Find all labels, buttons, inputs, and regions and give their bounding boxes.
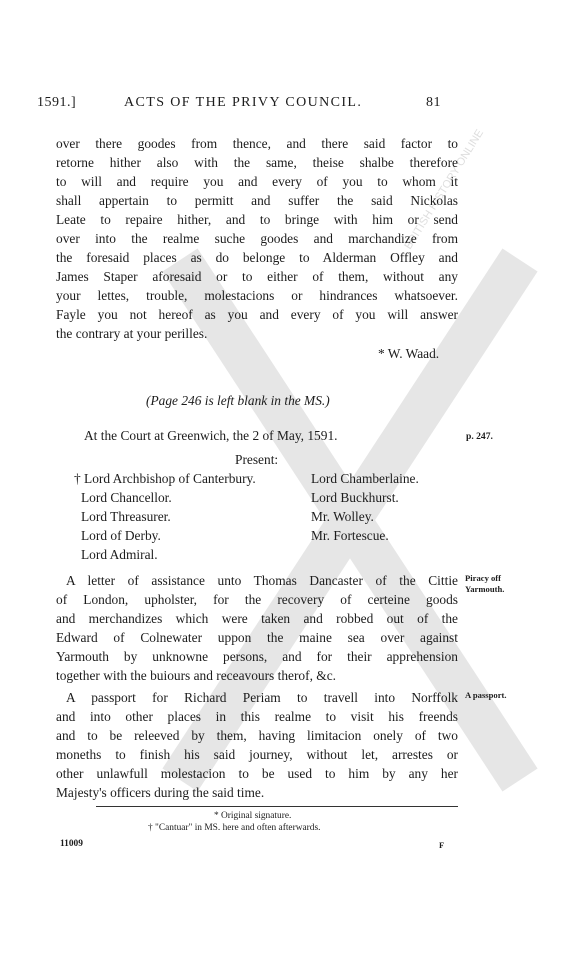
header-year: 1591.] — [37, 95, 77, 110]
running-title: ACTS OF THE PRIVY COUNCIL. — [124, 95, 363, 110]
attendee: Lord Chancellor. — [81, 490, 172, 505]
attendee: Lord Chamberlaine. — [311, 471, 419, 486]
text-line: over there goodes from thence, and there said factor to — [56, 136, 458, 151]
text-line: together with the buiours and receavours therof, &c. — [56, 668, 336, 683]
text-line: to will and require you and every of you to whom it — [56, 174, 458, 189]
side-note: Yarmouth. — [465, 584, 505, 594]
text-line: Fayle you not hereof as you and every of you will answer — [56, 307, 458, 322]
attendee: Lord Admiral. — [81, 547, 158, 562]
attendee: Lord Buckhurst. — [311, 490, 399, 505]
text-line: Edward of Colnewater uppon the maine sea over against — [56, 630, 458, 645]
text-line: and into other places in this realme to visit his freends — [56, 709, 458, 724]
watermark-text: BRITISH HISTORY ONLINE — [402, 127, 487, 252]
attendee: Mr. Wolley. — [311, 509, 374, 524]
attendee: Mr. Fortescue. — [311, 528, 389, 543]
court-heading: At the Court at Greenwich, the 2 of May, 1591. — [84, 428, 338, 443]
attendee: Lord Threasurer. — [81, 509, 171, 524]
page-reference: p. 247. — [466, 431, 493, 442]
attendee: Lord of Derby. — [81, 528, 161, 543]
footnote: * Original signature. — [214, 811, 292, 821]
text-line: A letter of assistance unto Thomas Dancaster of the Cittie — [66, 573, 458, 588]
text-line: Leate to repaire hither, and to bringe with him or send — [56, 212, 458, 227]
sheet-letter: F — [439, 840, 445, 850]
signature-mark: 11009 — [60, 839, 83, 849]
text-line: other unlawfull molestacion to be used to him by any her — [56, 766, 458, 781]
side-note: A passport. — [465, 690, 507, 700]
attendee: † Lord Archbishop of Canterbury. — [74, 471, 256, 486]
text-line: and merchandizes which were taken and robbed out of the — [56, 611, 458, 626]
text-line: moneths to finish his said journey, without let, arrestes or — [56, 747, 458, 762]
text-line: of London, upholster, for the recovery of certeine goods — [56, 592, 458, 607]
blank-page-note: (Page 246 is left blank in the MS.) — [146, 393, 330, 408]
side-note: Piracy off — [465, 573, 502, 583]
text-line: shall appertain to permitt and suffer the said Nickolas — [56, 193, 458, 208]
text-line: the foresaid places as do belonge to Alderman Offley and — [56, 250, 458, 265]
text-line: the contrary at your perilles. — [56, 326, 208, 341]
text-line: Majesty's officers during the said time. — [56, 785, 265, 800]
footnote: † "Cantuar" in MS. here and often afterwards. — [148, 823, 321, 833]
text-line: A passport for Richard Periam to travell into Norffolk — [66, 690, 458, 705]
text-line: Yarmouth by unknowne persons, and for their apprehension — [56, 649, 458, 664]
signature: * W. Waad. — [378, 346, 440, 361]
text-line: over into the realme suche goodes and marchandize from — [56, 231, 458, 246]
text-line: James Staper aforesaid or to either of them, without any — [56, 269, 458, 284]
text-line: your lettes, trouble, molestacions or hindrances whatsoever. — [56, 288, 458, 303]
page-number: 81 — [426, 95, 441, 110]
text-line: retorne hither also with the same, theise shalbe therefore — [56, 155, 458, 170]
present-label: Present: — [235, 452, 279, 467]
footnote-rule — [96, 806, 458, 807]
text-line: and to be releeved by them, having limitacion onely of two — [56, 728, 458, 743]
